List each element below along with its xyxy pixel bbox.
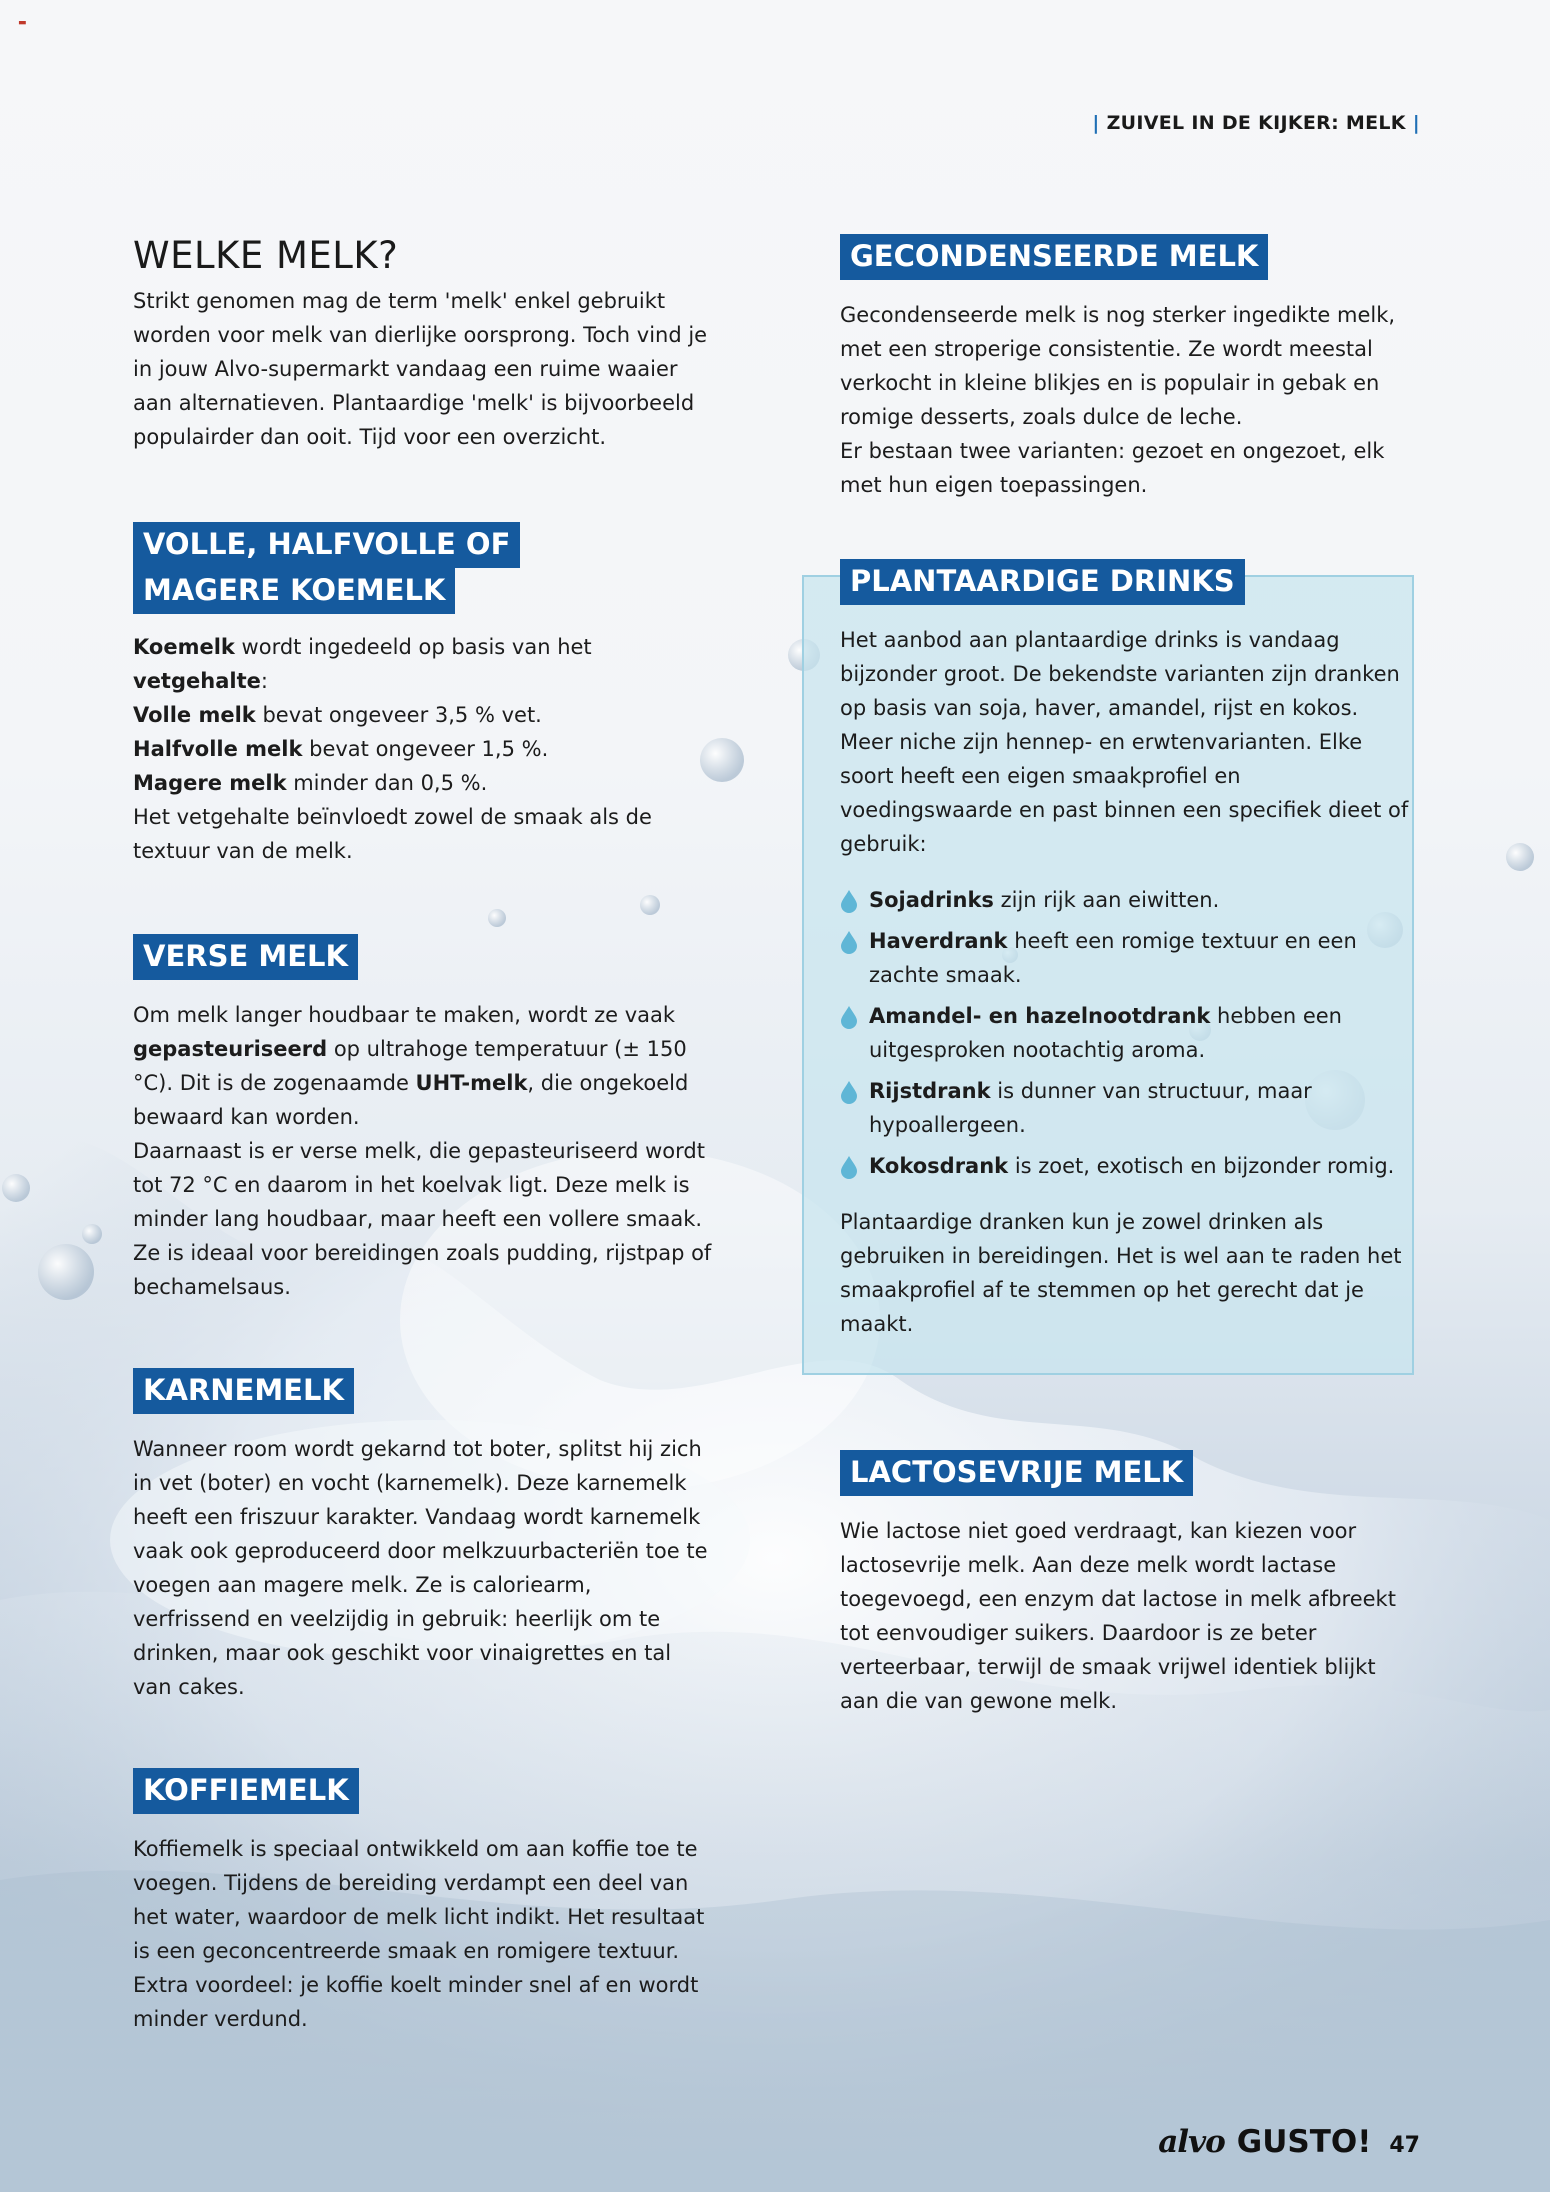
- list-item: [840, 1149, 1410, 1183]
- gecondenseerde-text-2: Er bestaan twee varianten: gezoet en ongezoet, elk met hun eigen toepassingen.: [840, 439, 1385, 497]
- gecondenseerde-title: GECONDENSEERDE MELK: [840, 234, 1268, 280]
- item-text: hebben een uitgesproken nootachtig aroma.: [869, 1004, 1342, 1062]
- milk-drop-icon: [840, 889, 858, 913]
- gepasteuriseerd-term: gepasteuriseerd: [133, 1037, 328, 1061]
- milk-drop-icon: [840, 930, 858, 954]
- magere-melk-term: Magere melk: [133, 771, 287, 795]
- verse-melk-title: VERSE MELK: [133, 934, 358, 980]
- item-text: heeft een romige textuur en een zachte smaak.: [869, 929, 1357, 987]
- gecondenseerde-text: [840, 298, 1418, 502]
- list-item: [840, 883, 1410, 917]
- left-column: [133, 234, 713, 2036]
- verse-text-3: , die ongekoeld bewaard kan worden.: [133, 1071, 689, 1129]
- koemelk-line1-text: wordt ingedeeld op basis van het: [234, 635, 592, 659]
- koffiemelk-text: Koffiemelk is speciaal ontwikkeld om aan koffie toe te voegen. Tijdens de bereiding verdampt een deel van het water, waardoor de melk licht indikt. Het resultaat is een geconcentreerde smaak en romigere textuur. Extra voordeel: je koffie koelt minder snel af en wordt minder verdund.: [133, 1837, 705, 2031]
- vetgehalte-term: vetgehalte: [133, 669, 261, 693]
- koffiemelk-block: [133, 1768, 713, 2036]
- section-label-text: ZUIVEL IN DE KIJKER: MELK: [1106, 112, 1406, 134]
- koemelk-line1-end: :: [260, 669, 268, 693]
- item-text: is dunner van structuur, maar hypoallergeen.: [869, 1079, 1312, 1137]
- plantaardige-title: PLANTAARDIGE DRINKS: [840, 559, 1245, 605]
- tag-bar-left: |: [1092, 112, 1107, 134]
- item-text: zijn rijk aan eiwitten.: [993, 888, 1220, 912]
- right-column: [840, 234, 1418, 502]
- koemelk-term: Koemelk: [133, 635, 235, 659]
- item-term: Haverdrank: [869, 929, 1008, 953]
- intro-block: [133, 234, 713, 454]
- intro-title: WELKE MELK?: [133, 234, 399, 277]
- milk-drop-icon: [840, 1005, 858, 1029]
- koemelk-text: [133, 630, 713, 868]
- halfvolle-melk-term: Halfvolle melk: [133, 737, 303, 761]
- page-footer: [1158, 2124, 1420, 2160]
- milk-drop-icon: [840, 1155, 858, 1179]
- uht-melk-term: UHT-melk: [415, 1071, 528, 1095]
- item-term: Kokosdrank: [869, 1154, 1009, 1178]
- karnemelk-block: [133, 1368, 713, 1704]
- verse-melk-block: [133, 934, 713, 1304]
- vetgehalte-note: Het vetgehalte beïnvloedt zowel de smaak als de textuur van de melk.: [133, 805, 652, 863]
- koemelk-title: [133, 522, 713, 614]
- karnemelk-title: KARNEMELK: [133, 1368, 354, 1414]
- tag-bar-right: |: [1405, 112, 1420, 134]
- magere-melk-text: minder dan 0,5 %.: [286, 771, 488, 795]
- volle-melk-text: bevat ongeveer 3,5 % vet.: [255, 703, 542, 727]
- flag-icon: ▬: [18, 18, 27, 28]
- lactosevrij-title: LACTOSEVRIJE MELK: [840, 1450, 1193, 1496]
- lactosevrij-block: [840, 1450, 1420, 1718]
- page-number: 47: [1389, 2133, 1420, 2158]
- list-item: [840, 999, 1410, 1067]
- koffiemelk-title: KOFFIEMELK: [133, 1768, 359, 1814]
- verse-text-1: Om melk langer houdbaar te maken, wordt ze vaak: [133, 1003, 676, 1027]
- plantaardige-text-1: Het aanbod aan plantaardige drinks is vandaag bijzonder groot. De bekendste varianten zijn dranken op basis van soja, haver, amandel, rijst en kokos.: [840, 628, 1400, 720]
- list-item: [840, 1074, 1410, 1142]
- gecondenseerde-block: [840, 234, 1418, 502]
- lactosevrij-text: Wie lactose niet goed verdraagt, kan kiezen voor lactosevrije melk. Aan deze melk wordt lactase toegevoegd, een enzym dat lactose in melk afbreekt tot eenvoudiger suikers. Daardoor is ze beter verteerbaar, terwijl de smaak vrijwel identiek blijkt aan die van gewone melk.: [840, 1519, 1396, 1713]
- section-label: [1092, 112, 1420, 134]
- plantaardige-drinks-block: [840, 559, 1410, 1341]
- intro-text: Strikt genomen mag de term 'melk' enkel gebruikt worden voor melk van dierlijke oorsprong. Toch vind je in jouw Alvo-supermarkt vandaag een ruime waaier aan alternatieven. Plantaardige 'melk' is bijvoorbeeld populairder dan ooit. Tijd voor een overzicht.: [133, 289, 708, 449]
- plantaardige-intro: [840, 623, 1410, 861]
- plantaardige-list: [840, 883, 1410, 1183]
- item-term: Rijstdrank: [869, 1079, 991, 1103]
- alvo-logo: alvo: [1158, 2124, 1225, 2160]
- plantaardige-closing: Plantaardige dranken kun je zowel drinken als gebruiken in bereidingen. Het is wel aan te raden het smaakprofiel af te stemmen op het gerecht dat je maakt.: [840, 1210, 1402, 1336]
- koemelk-title-line2: MAGERE KOEMELK: [133, 568, 455, 614]
- karnemelk-text: Wanneer room wordt gekarnd tot boter, splitst hij zich in vet (boter) en vocht (karnemelk). Deze karnemelk heeft een friszuur karakter. Vandaag wordt karnemelk vaak ook geproduceerd door melkzuurbacteriën toe te voegen aan magere melk. Ze is caloriearm, verfrissend en veelzijdig in gebruik: heerlijk om te drinken, maar ook geschikt voor vinaigrettes en tal van cakes.: [133, 1437, 708, 1699]
- koemelk-block: [133, 522, 713, 868]
- verse-melk-text: [133, 998, 713, 1304]
- gusto-logo: GUSTO!: [1236, 2124, 1372, 2160]
- verse-text-4: Daarnaast is er verse melk, die gepasteuriseerd wordt tot 72 °C en daarom in het koelvak ligt. Deze melk is minder lang houdbaar, maar heeft een vollere smaak. Ze is ideaal voor bereidingen zoals pudding, rijstpap of bechamelsaus.: [133, 1139, 712, 1299]
- item-text: is zoet, exotisch en bijzonder romig.: [1008, 1154, 1395, 1178]
- halfvolle-melk-text: bevat ongeveer 1,5 %.: [302, 737, 549, 761]
- verse-text-2: op ultrahoge temperatuur (± 150 °C). Dit is de zogenaamde: [133, 1037, 687, 1095]
- item-term: Sojadrinks: [869, 888, 994, 912]
- list-item: [840, 924, 1410, 992]
- item-term: Amandel- en hazelnootdrank: [869, 1004, 1211, 1028]
- plantaardige-text-2: Meer niche zijn hennep- en erwtenvarianten. Elke soort heeft een eigen smaakprofiel en voedingswaarde en past binnen een specifiek dieet of gebruik:: [840, 730, 1409, 856]
- volle-melk-term: Volle melk: [133, 703, 256, 727]
- koemelk-title-line1: VOLLE, HALFVOLLE OF: [133, 522, 520, 568]
- milk-drop-icon: [840, 1080, 858, 1104]
- gecondenseerde-text-1: Gecondenseerde melk is nog sterker ingedikte melk, met een stroperige consistentie. Ze wordt meestal verkocht in kleine blikjes en is populair in gebak en romige desserts, zoals dulce de leche.: [840, 303, 1396, 429]
